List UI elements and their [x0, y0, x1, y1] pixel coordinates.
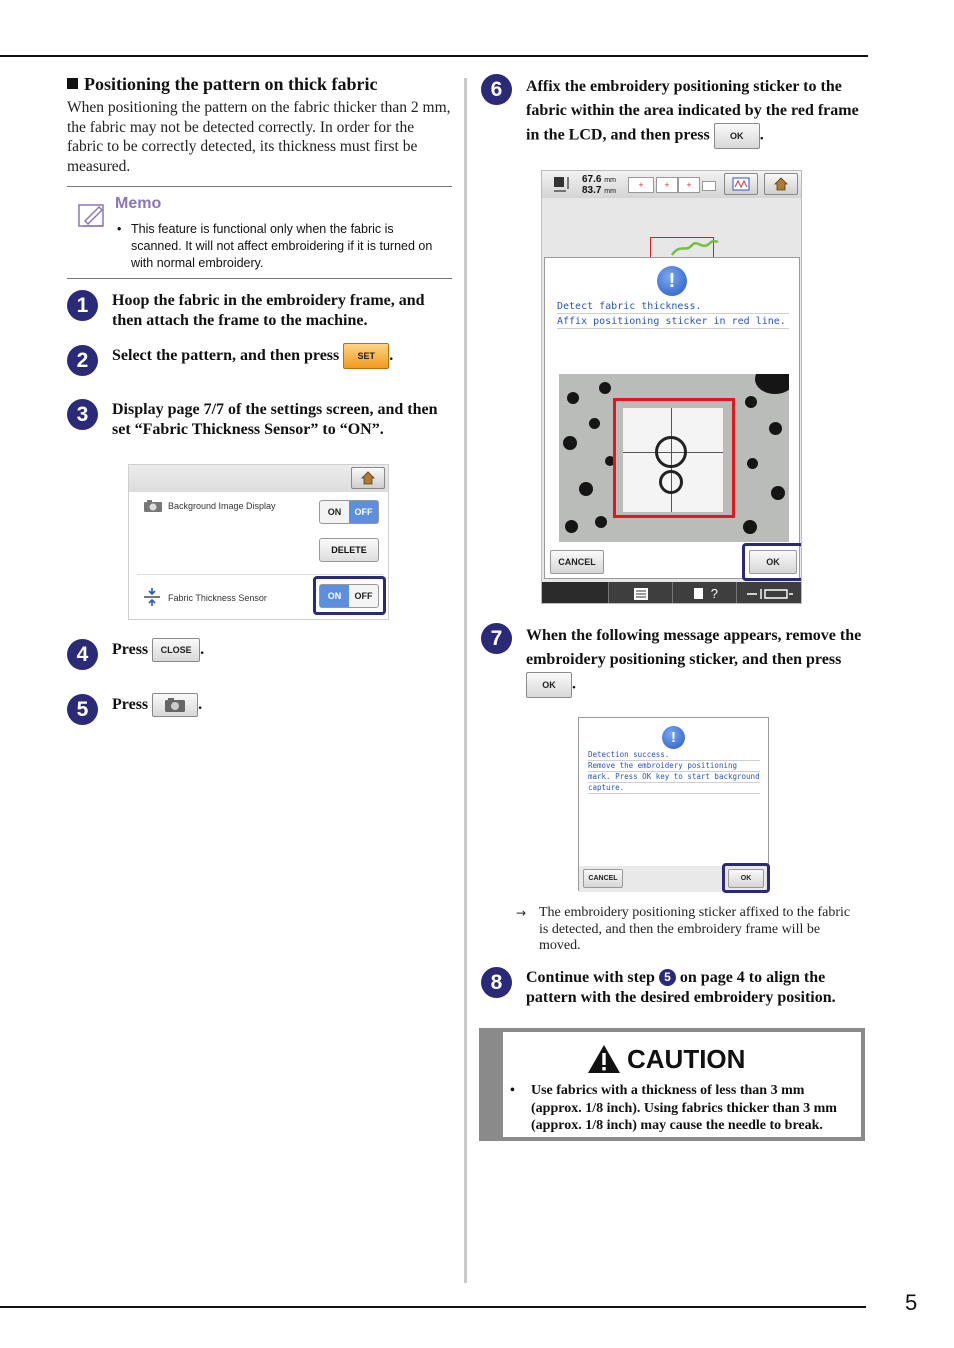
embroidery-icon [725, 174, 757, 194]
memo-text [117, 221, 447, 272]
delete-button[interactable]: DELETE [319, 538, 379, 562]
step-1-number: 1 [67, 290, 98, 321]
home-icon [352, 468, 384, 488]
ok-button[interactable]: OK [714, 123, 760, 149]
home-button[interactable] [351, 467, 385, 489]
red-positioning-frame [613, 398, 735, 518]
step-7-number: 7 [481, 623, 512, 654]
lcd-detect-thickness-screen [541, 170, 802, 604]
step-3-text: Display page 7/7 of the settings screen, and then set “Fabric Thickness Sensor” to “ON”. [112, 401, 438, 438]
step-3-number: 3 [67, 399, 98, 430]
fabric-dot [769, 422, 782, 435]
background-on-option[interactable]: ON [327, 507, 342, 517]
height-unit: mm [604, 188, 616, 195]
step-7-text [526, 624, 866, 698]
settings-screen [128, 464, 389, 620]
ok-button-highlight [722, 863, 770, 893]
width-value: 67.6 [582, 174, 602, 185]
caution-inner [503, 1032, 861, 1137]
fabric-dot [567, 392, 579, 404]
thickness-sensor-icon [142, 587, 162, 607]
thickness-on-option[interactable]: ON [320, 585, 349, 607]
fabric-dot [589, 418, 600, 429]
fabric-dot [579, 482, 593, 496]
page-number: 5 [905, 1290, 918, 1315]
help-mark: ? [710, 586, 718, 601]
memo-text-body: This feature is functional only when the fabric is scanned. It will not affect embroidering if it is turned on with normal embroidery. [131, 222, 433, 270]
step-4-text [112, 638, 452, 662]
step-2-text [112, 343, 452, 369]
detect-thickness-dialog [544, 257, 800, 579]
detect-message-line-1: Detect fabric thickness. [557, 300, 789, 314]
step-8-number: 8 [481, 967, 512, 998]
section-title-text: Positioning the pattern on thick fabric [84, 74, 378, 94]
thickness-toggle-highlight [313, 576, 386, 615]
square-bullet-icon [67, 78, 78, 89]
fabric-shadow [755, 374, 789, 394]
intro-paragraph: When positioning the pattern on the fabric thicker than 2 mm, the fabric may not be detected correctly. In order for the fabric to be correctly detected, its thickness must first be measured. [67, 99, 451, 175]
fabric-dot [563, 436, 577, 450]
success-message-line-4: capture. [588, 783, 760, 794]
fabric-dot [565, 520, 578, 533]
machine-icon [691, 585, 707, 601]
lcd-bottom-bar [542, 582, 801, 604]
frame-indicator-2: + [656, 177, 678, 193]
fabric-dot [745, 396, 757, 408]
step-5-text [112, 693, 452, 717]
step-6-text-body: Affix the embroidery positioning sticker to the fabric within the area indicated by the red frame in the LCD, and then press [526, 78, 859, 144]
background-image-toggle[interactable] [319, 500, 379, 524]
step-5-text-body: Press [112, 696, 149, 713]
background-off-option[interactable]: OFF [349, 501, 378, 523]
caution-bullet: • [510, 1083, 515, 1098]
ok-button[interactable]: OK [749, 550, 797, 574]
memo-pencil-icon [77, 201, 107, 229]
step-6-text [526, 75, 866, 149]
settings-top-bar [129, 465, 388, 492]
thread-length-icon [745, 587, 795, 601]
success-message-line-3: mark. Press OK key to start background [588, 772, 760, 781]
memo-title: Memo [115, 195, 162, 212]
detect-message-line-2: Affix positioning sticker in red line. [557, 315, 789, 329]
step-7-suffix: . [572, 675, 576, 693]
step-8-text-b: on page 4 to align the pattern with the desired embroidery position. [526, 969, 836, 1006]
fabric-dot [771, 486, 785, 500]
top-rule [0, 55, 868, 57]
success-message-line-2: Remove the embroidery positioning [588, 761, 760, 772]
home-icon [765, 174, 797, 194]
memo-bullet: • [117, 222, 122, 236]
pattern-preview-icon [670, 237, 720, 257]
fabric-thickness-sensor-label: Fabric Thickness Sensor [168, 593, 267, 603]
fabric-dot [595, 516, 607, 528]
step-7-text-body: When the following message appears, remove the embroidery positioning sticker, and then press [526, 627, 862, 668]
info-icon: ! [662, 726, 685, 749]
ok-button-highlight [742, 543, 802, 581]
ok-button[interactable]: OK [526, 672, 572, 698]
height-readout [582, 185, 616, 197]
caution-box [479, 1028, 865, 1141]
caution-title: CAUTION [627, 1044, 746, 1074]
step-6-number: 6 [481, 74, 512, 105]
step-2-number: 2 [67, 345, 98, 376]
result-note-text: The embroidery positioning sticker affixed to the fabric is detected, and then the embroidery frame will be moved. [539, 905, 851, 953]
step-5-reference[interactable]: 5 [659, 969, 676, 986]
width-unit: mm [604, 177, 616, 184]
settings-divider [137, 574, 383, 575]
step-8-text [526, 968, 871, 1008]
fabric-dot [743, 520, 757, 534]
info-icon: ! [657, 266, 687, 296]
step-4-text-body: Press [112, 641, 149, 658]
step-8-text-a: Continue with step [526, 969, 655, 986]
bottom-rule [0, 1306, 866, 1308]
success-message-line-1: Detection success. [588, 750, 760, 761]
camera-button[interactable] [152, 693, 198, 717]
step-4-number: 4 [67, 639, 98, 670]
thickness-off-option[interactable]: OFF [354, 591, 373, 601]
warning-triangle-icon [587, 1044, 621, 1074]
home-button[interactable] [764, 173, 798, 195]
frame-indicator-1: + [628, 177, 654, 193]
frame-indicator-4 [702, 181, 716, 191]
help-button[interactable] [672, 582, 736, 604]
step-6-suffix: . [759, 126, 764, 144]
result-note [516, 905, 856, 955]
step-2-suffix: . [389, 347, 394, 364]
ok-button[interactable]: OK [728, 869, 764, 888]
cancel-button[interactable]: CANCEL [583, 869, 623, 888]
column-divider [464, 78, 467, 1283]
settings-list-button[interactable] [608, 582, 672, 604]
fabric-dot [599, 382, 611, 394]
fabric-dot [747, 458, 758, 469]
camera-view [559, 374, 789, 542]
camera-icon [153, 694, 197, 716]
list-icon [631, 586, 651, 602]
thread-button[interactable] [736, 582, 802, 604]
set-button[interactable]: SET [343, 343, 389, 369]
section-title [67, 74, 378, 95]
close-button[interactable]: CLOSE [152, 638, 200, 662]
caution-text-body: Use fabrics with a thickness of less than 3 mm (approx. 1/8 inch). Using fabrics thicker than 3 mm (approx. 1/8 inch) may cause the needle to break. [531, 1083, 837, 1133]
step-5-number: 5 [67, 694, 98, 725]
background-image-display-label: Background Image Display [168, 501, 276, 511]
height-value: 83.7 [582, 185, 602, 196]
step-2-text-body: Select the pattern, and then press [112, 347, 340, 364]
cancel-button[interactable]: CANCEL [550, 550, 604, 574]
arrow-icon: → [516, 906, 527, 920]
frame-indicator-3: + [678, 177, 700, 193]
step-1-text: Hoop the fabric in the embroidery frame, and then attach the frame to the machine. [112, 292, 425, 329]
lcd-detection-success-screen [578, 717, 769, 891]
memo-box [67, 186, 452, 279]
embroidery-mode-button[interactable] [724, 173, 758, 195]
caution-text [510, 1082, 857, 1135]
size-icon [552, 175, 570, 193]
step-5-suffix: . [198, 696, 203, 713]
camera-icon [143, 499, 163, 513]
step-4-suffix: . [200, 641, 205, 658]
